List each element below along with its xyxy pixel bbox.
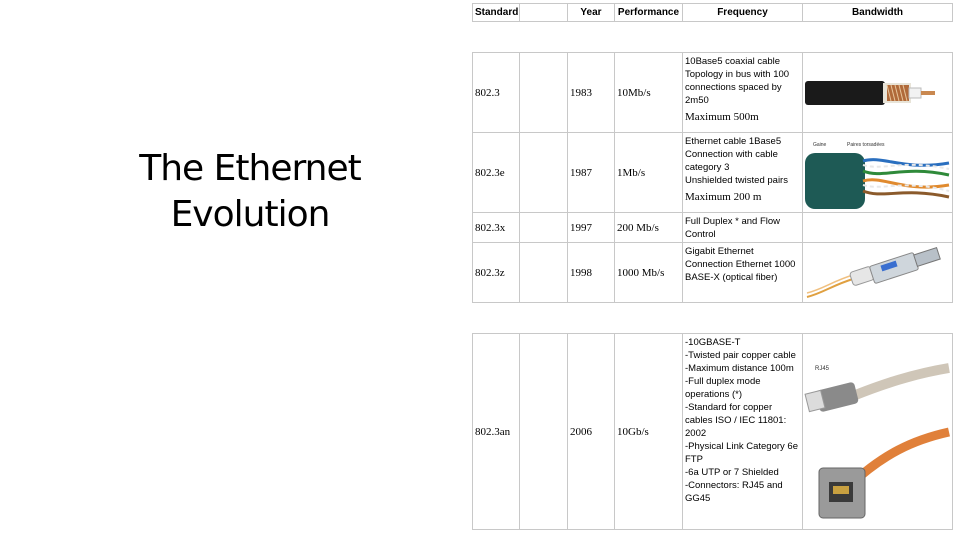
frequency-line: Topology in bus with 100: [685, 69, 790, 80]
table-row: [473, 334, 953, 530]
cell-frequency: [683, 53, 803, 133]
frequency-line: Gigabit Ethernet: [685, 246, 754, 257]
frequency-line: Connection with cable: [685, 149, 778, 160]
cell-bandwidth-image: [803, 53, 953, 133]
frequency-line: 2m50: [685, 95, 709, 106]
cell-performance: 10Gb/s: [615, 334, 683, 530]
table-row: [473, 133, 953, 213]
cell-frequency: [683, 334, 803, 530]
frequency-line: -Twisted pair copper cable: [685, 350, 796, 361]
frequency-line: BASE-X (optical fiber): [685, 272, 778, 283]
frequency-line: GG45: [685, 493, 711, 504]
cell-frequency: [683, 243, 803, 303]
cell-blank: [520, 133, 568, 213]
cell-performance: 1Mb/s: [615, 133, 683, 213]
frequency-line: -10GBASE-T: [685, 337, 741, 348]
table-row: [473, 53, 953, 133]
slide-title: [110, 146, 390, 238]
image-label-gaine: Gaine: [813, 141, 827, 148]
frequency-line: Full Duplex * and Flow: [685, 216, 781, 227]
slide-title-line1: The Ethernet: [139, 148, 361, 189]
coaxial-cable-image: [803, 55, 951, 131]
cell-year: 1997: [568, 213, 615, 243]
cell-blank: [520, 213, 568, 243]
cell-blank: [520, 334, 568, 530]
standards-table-2006: [472, 333, 953, 530]
header-bandwidth: Bandwidth: [803, 4, 953, 22]
cell-year: 2006: [568, 334, 615, 530]
header-year: Year: [568, 4, 615, 22]
cell-frequency: [683, 133, 803, 213]
optical-fiber-image: [803, 245, 951, 301]
image-label-rj45: RJ45: [815, 365, 830, 372]
image-label-paires: Paires torsadées: [847, 141, 885, 148]
cell-performance: 10Mb/s: [615, 53, 683, 133]
header-table: [472, 3, 953, 22]
cell-blank: [520, 243, 568, 303]
twisted-pair-image: [803, 135, 951, 211]
frequency-line: FTP: [685, 454, 703, 465]
cell-year: 1998: [568, 243, 615, 303]
standards-table: [472, 52, 953, 303]
frequency-line: 2002: [685, 428, 707, 439]
cell-year: 1987: [568, 133, 615, 213]
cell-standard: 802.3x: [473, 213, 520, 243]
frequency-line: connections spaced by: [685, 82, 782, 93]
cell-blank: [520, 53, 568, 133]
cell-frequency: [683, 213, 803, 243]
header-blank: [520, 4, 568, 22]
cell-performance: 1000 Mb/s: [615, 243, 683, 303]
frequency-line: -Connectors: RJ45 and: [685, 480, 783, 491]
cell-performance: 200 Mb/s: [615, 213, 683, 243]
frequency-line: Ethernet cable 1Base5: [685, 136, 782, 147]
cell-bandwidth-image: [803, 334, 953, 530]
cell-standard: 802.3an: [473, 334, 520, 530]
cell-standard: 802.3e: [473, 133, 520, 213]
frequency-maximum: Maximum 200 m: [685, 191, 762, 203]
table-row: [473, 243, 953, 303]
cell-standard: 802.3z: [473, 243, 520, 303]
header-performance: Performance: [615, 4, 683, 22]
frequency-line: category 3: [685, 162, 730, 173]
frequency-line: -Physical Link Category 6e: [685, 441, 798, 452]
table-row: [473, 213, 953, 243]
frequency-line: cables ISO / IEC 11801:: [685, 415, 787, 426]
frequency-line: Control: [685, 229, 716, 240]
frequency-line: -Full duplex mode: [685, 376, 761, 387]
frequency-line: Connection Ethernet 1000: [685, 259, 796, 270]
frequency-line: 10Base5 coaxial cable: [685, 56, 781, 67]
frequency-line: Unshielded twisted pairs: [685, 175, 788, 186]
frequency-line: operations (*): [685, 389, 743, 400]
cell-bandwidth-image: [803, 133, 953, 213]
header-row: [473, 4, 953, 22]
cell-bandwidth-empty: [803, 213, 953, 243]
frequency-line: -6a UTP or 7 Shielded: [685, 467, 779, 478]
slide-title-line2: Evolution: [170, 194, 330, 235]
header-frequency: Frequency: [683, 4, 803, 22]
header-standard: Standard: [473, 4, 520, 22]
cell-bandwidth-image: [803, 243, 953, 303]
frequency-line: -Maximum distance 100m: [685, 363, 794, 374]
cell-standard: 802.3: [473, 53, 520, 133]
cell-year: 1983: [568, 53, 615, 133]
frequency-line: -Standard for copper: [685, 402, 773, 413]
rj45-image: [803, 336, 951, 528]
frequency-maximum: Maximum 500m: [685, 111, 759, 123]
